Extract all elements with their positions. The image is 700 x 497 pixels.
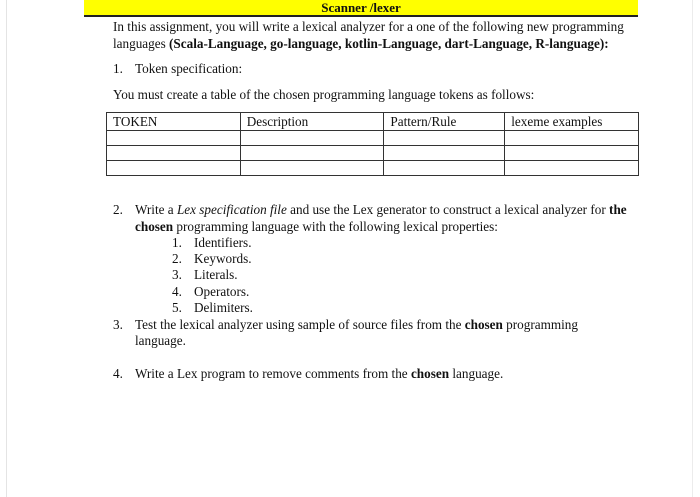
sub-item-number: 5. (172, 300, 182, 315)
language-list: (Scala-Language, go-language, kotlin-Language, dart-Language, R-language): (169, 36, 609, 51)
table-cell (107, 131, 241, 146)
header-pattern-rule: Pattern/Rule (384, 113, 505, 131)
sub-item-delimiters: Delimiters. (194, 300, 253, 315)
emphasis-the: the (609, 202, 627, 217)
section3-line1 (135, 317, 578, 333)
table-cell (384, 161, 505, 176)
emphasis-chosen: chosen (410, 366, 450, 381)
table-cell (107, 161, 241, 176)
table-cell (384, 131, 505, 146)
emphasis-chosen: chosen (135, 218, 174, 234)
sub-item-literals: Literals. (194, 267, 238, 282)
table-cell (240, 131, 384, 146)
table-row (107, 131, 639, 146)
header-token: TOKEN (107, 113, 241, 131)
sub-item-number: 2. (172, 251, 182, 266)
table-row (107, 146, 639, 161)
page-edge-left (6, 0, 7, 497)
sub-item-identifiers: Identifiers. (194, 235, 252, 250)
section4-text-b: language. (449, 366, 504, 381)
sub-item-number: 1. (172, 235, 182, 250)
section3-text-a: Test the lexical analyzer using sample of source files from the (135, 317, 465, 332)
table-cell (505, 131, 639, 146)
emphasis-chosen: chosen (464, 317, 503, 332)
table-cell (240, 146, 384, 161)
section2-text-b: and use the Lex generator to construct a lexical analyzer for (286, 202, 610, 217)
header-description: Description (240, 113, 384, 131)
intro-paragraph (113, 18, 633, 52)
table-cell (505, 161, 639, 176)
table-row (107, 161, 639, 176)
intro-text: In this assignment, you will write a lexical analyzer for a one of the following new programming languages (113, 19, 624, 51)
token-table-header (107, 113, 639, 131)
section2-text-a: Write a (135, 202, 177, 217)
sub-item-number: 3. (172, 267, 182, 282)
section2-number: 2. (113, 202, 123, 217)
table-cell (384, 146, 505, 161)
section2-text-c: programming language with the following lexical properties: (173, 218, 498, 234)
page-title: Scanner /lexer (84, 0, 638, 17)
section4-number: 4. (113, 366, 123, 381)
section1-number: 1. (113, 61, 123, 76)
section2-text (135, 202, 635, 235)
page-edge-right (692, 0, 693, 497)
table-cell (505, 146, 639, 161)
table-instruction: You must create a table of the chosen programming language tokens as follows: (113, 87, 535, 102)
lex-spec-file: Lex specification file (176, 202, 287, 217)
sub-item-number: 4. (172, 284, 182, 299)
token-table (106, 112, 639, 176)
section4-text-a: Write a Lex program to remove comments from the (135, 366, 411, 381)
section1-label: Token specification: (135, 61, 243, 76)
section3-text-b: programming (502, 317, 578, 332)
section3-line2: language. (135, 333, 186, 348)
table-cell (240, 161, 384, 176)
sub-item-keywords: Keywords. (194, 251, 252, 266)
header-lexeme-examples: lexeme examples (505, 113, 639, 131)
sub-item-operators: Operators. (194, 284, 250, 299)
table-cell (107, 146, 241, 161)
section3-number: 3. (113, 317, 123, 332)
section4-text (135, 366, 503, 382)
